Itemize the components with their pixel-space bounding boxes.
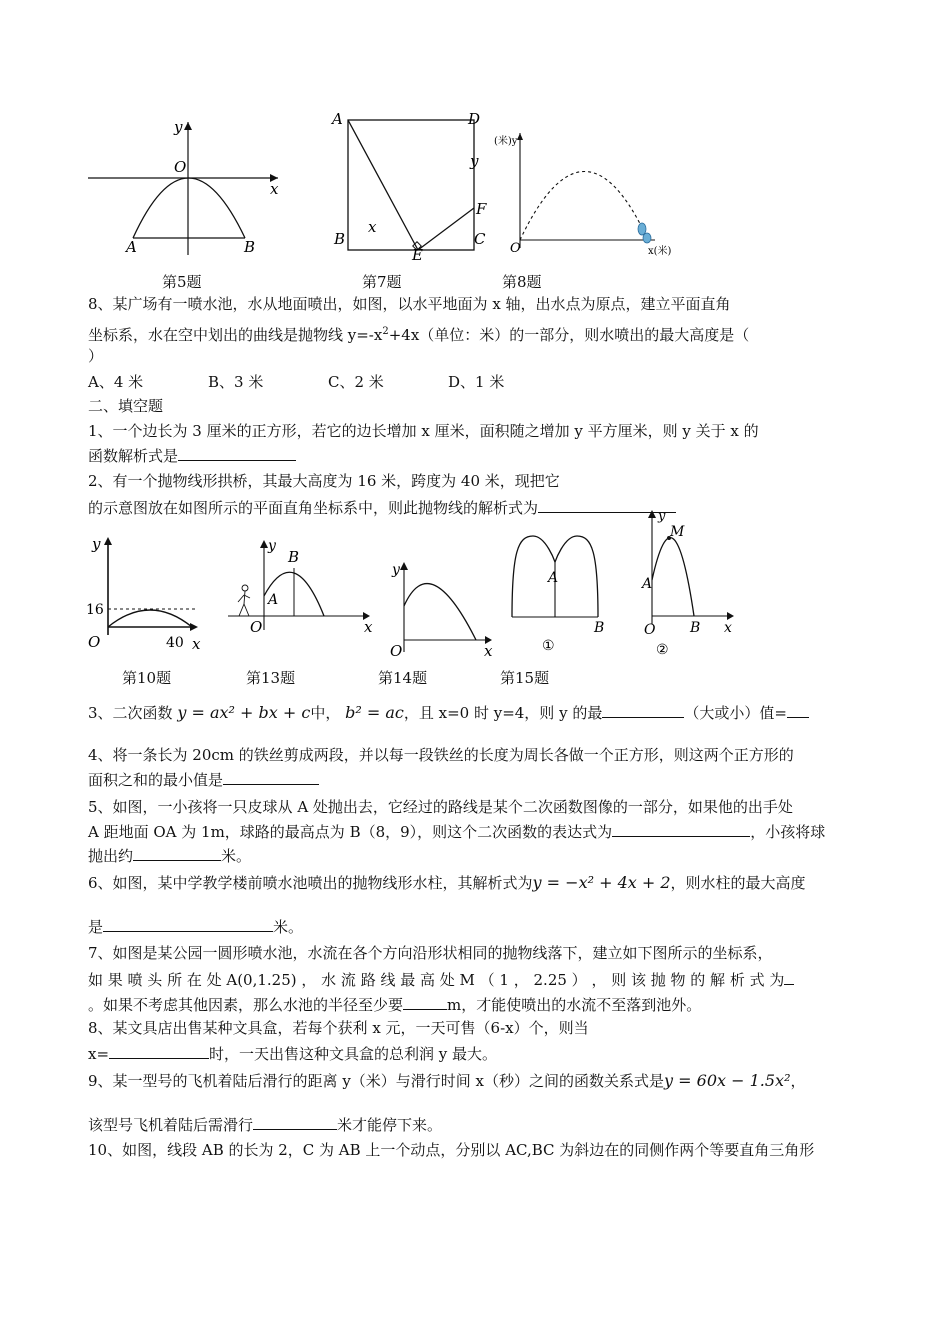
fig7-f-label: F — [476, 200, 487, 218]
figure-14-water-column — [380, 560, 500, 660]
fig15b-m-label: M — [670, 524, 685, 540]
fig10-x-label: x — [192, 635, 201, 653]
fig7-c-label: C — [474, 230, 486, 248]
fig5-y-label: y — [174, 118, 183, 136]
fig15b-a-label: A — [642, 576, 653, 592]
q8-option-a[interactable]: A、4 米 — [88, 373, 144, 391]
f3-answer-blank-1[interactable] — [602, 702, 684, 718]
q8-options — [88, 372, 868, 392]
figure-15-fountain-side — [506, 532, 616, 657]
q8-option-b[interactable]: B、3 米 — [208, 373, 264, 391]
fig15b-origin-label: O — [644, 622, 656, 638]
fig13-a-label: A — [268, 592, 279, 608]
fig5-a-label: A — [126, 238, 137, 256]
figure-15-coordinate — [636, 508, 746, 658]
f9-line2: 该型号飞机着陆后需滑行 米才能停下来。 — [88, 1116, 443, 1134]
fig10-16-label: 16 — [86, 602, 104, 618]
f7-line2: 如 果 喷 头 所 在 处 A(0,1.25) ， 水 流 路 线 最 高 处 M （ 1 ， 2.25 ） ， 则 该 抛 物 的 解 析 式 为 — [88, 969, 868, 990]
f6-line2: 是 米。 — [88, 918, 304, 936]
f5-answer-blank-2[interactable] — [133, 845, 221, 861]
fig15a-a-label: A — [548, 570, 559, 586]
fig8-origin-label: O — [510, 241, 521, 256]
fig15-caption: 第15题 — [500, 669, 550, 687]
f4-line2: 面积之和的最小值是 — [88, 769, 868, 790]
f2-line1: 2、有一个抛物线形拱桥，其最大高度为 16 米，跨度为 40 米，现把它 — [88, 472, 560, 490]
fig13-x-label: x — [364, 618, 373, 636]
f3-answer-blank-2[interactable] — [787, 702, 809, 718]
section-2-title: 二、填空题 — [88, 397, 164, 415]
f3-line: 3、二次函数 y = ax² + bx + c中， b² = ac，且 x=0 时 y=4，则 y 的最 （大或小）值= — [88, 700, 868, 726]
f7-line1: 7、如图是某公园一圆形喷水池，水流在各个方向沿形状相同的抛物线落下，建立如下图所示的坐标系， — [88, 944, 773, 962]
fig10-y-label: y — [92, 535, 101, 553]
f3-formula: y = ax² + bx + c — [177, 703, 311, 722]
fig13-b-label: B — [288, 548, 300, 566]
f9-line1: 9、某一型号的飞机着陆后滑行的距离 y（米）与滑行时间 x（秒）之间的函数关系式是y = 60x − 1.5x²， — [88, 1071, 806, 1090]
q8-text-line1: 8、某广场有一喷水池，水从地面喷出，如图，以水平地面为 x 轴，出水点为原点，建立平面直角 — [88, 295, 731, 313]
f1-line1: 1、一个边长为 3 厘米的正方形，若它的边长增加 x 厘米，面积随之增加 y 平方厘米，则 y 关于 x 的 — [88, 422, 759, 440]
fig14-y-label: y — [392, 562, 400, 578]
f5-answer-blank-1[interactable] — [612, 821, 750, 837]
f2-line2: 的示意图放在如图所示的平面直角坐标系中，则此抛物线的解析式为 — [88, 497, 868, 518]
fig5-b-label: B — [244, 238, 256, 256]
f5-line2: A 距地面 OA 为 1m，球路的最高点为 B（8，9），则这个二次函数的表达式为 ，小孩将球 — [88, 823, 826, 841]
fig7-caption: 第7题 — [362, 273, 402, 291]
f1-line2: 函数解析式是 — [88, 445, 868, 466]
f8-line1: 8、某文具店出售某种文具盒，若每个获利 x 元，一天可售（6-x）个，则当 — [88, 1019, 589, 1037]
q8-option-c[interactable]: C、2 米 — [328, 373, 384, 391]
fig15a-number: ① — [542, 638, 555, 654]
f10-line1: 10、如图，线段 AB 的长为 2，C 为 AB 上一个动点，分别以 AC,BC 为斜边在的同侧作两个等要直角三角形 — [88, 1141, 815, 1159]
fig7-d-label: D — [468, 110, 481, 128]
q8-option-d[interactable]: D、1 米 — [448, 373, 505, 391]
fig8-x-label: x(米) — [648, 246, 672, 257]
f6-formula: y = −x² + 4x + 2 — [532, 873, 671, 892]
f9-answer-blank[interactable] — [253, 1114, 337, 1130]
fig15a-b-label: B — [594, 620, 605, 636]
fig15b-b-label: B — [690, 620, 701, 636]
fig14-origin-label: O — [390, 642, 403, 660]
figure-10-bridge — [84, 535, 214, 655]
fig5-x-label: x — [270, 180, 279, 198]
f7-answer-blank-1[interactable] — [784, 969, 794, 985]
fig5-origin-label: O — [174, 158, 187, 176]
fig15b-number: ② — [656, 642, 669, 658]
figure-8-fountain — [490, 128, 690, 263]
fig13-origin-label: O — [250, 618, 263, 636]
fig14-caption: 第14题 — [378, 669, 428, 687]
f7-answer-blank-2[interactable] — [403, 994, 447, 1010]
fig15b-y-label: y — [658, 509, 666, 524]
f5-line1: 5、如图，一小孩将一只皮球从 A 处抛出去，它经过的路线是某个二次函数图像的一部分，如果他的出手处 — [88, 798, 793, 816]
figure-7-square — [330, 110, 495, 264]
figure-5-parabola — [88, 120, 288, 260]
fig13-caption: 第13题 — [246, 669, 296, 687]
fig13-y-label: y — [268, 538, 276, 554]
fig10-40-label: 40 — [166, 635, 184, 651]
fig5-caption: 第5题 — [162, 273, 202, 291]
fig15b-x-label: x — [724, 620, 732, 636]
f6-line1: 6、如图，某中学教学楼前喷水池喷出的抛物线形水柱，其解析式为y = −x² + 4x + 2，则水柱的最大高度 — [88, 873, 806, 892]
fig7-y-label: y — [470, 152, 479, 170]
figure-13-ball-throw — [228, 540, 376, 640]
f9-formula: y = 60x − 1.5x² — [664, 1071, 791, 1090]
f8-line2: x= 时，一天出售这种文具盒的总利润 y 最大。 — [88, 1045, 498, 1063]
fig10-caption: 第10题 — [122, 669, 172, 687]
f8-answer-blank[interactable] — [109, 1043, 209, 1059]
f7-line3: 。如果不考虑其他因素，那么水池的半径至少要 m，才能使喷出的水流不至落到池外。 — [88, 996, 702, 1014]
f4-answer-blank[interactable] — [223, 769, 319, 785]
fig7-a-label: A — [332, 110, 343, 128]
fig7-x-label: x — [368, 218, 377, 236]
fig10-origin-label: O — [88, 633, 101, 651]
fig7-e-label: E — [412, 246, 423, 264]
fig14-x-label: x — [484, 642, 493, 660]
q8-text-line3: ） — [88, 347, 104, 365]
f4-line1: 4、将一条长为 20cm 的铁丝剪成两段，并以每一段铁丝的长度为周长各做一个正方形，则这两个正方形的 — [88, 746, 794, 764]
f1-answer-blank[interactable] — [178, 445, 296, 461]
f5-line3: 抛出约 米。 — [88, 847, 252, 865]
fig8-caption: 第8题 — [502, 273, 542, 291]
fig8-y-label: (米)y — [494, 136, 518, 147]
f3-condition: b² = ac — [345, 703, 404, 722]
q8-text-line2: 坐标系，水在空中划出的曲线是抛物线 $y=-x^2+4x$（单位：米）的一部分，则水喷出的最大高度是（ — [88, 326, 750, 344]
fig7-b-label: B — [334, 230, 346, 248]
f6-answer-blank[interactable] — [103, 916, 273, 932]
